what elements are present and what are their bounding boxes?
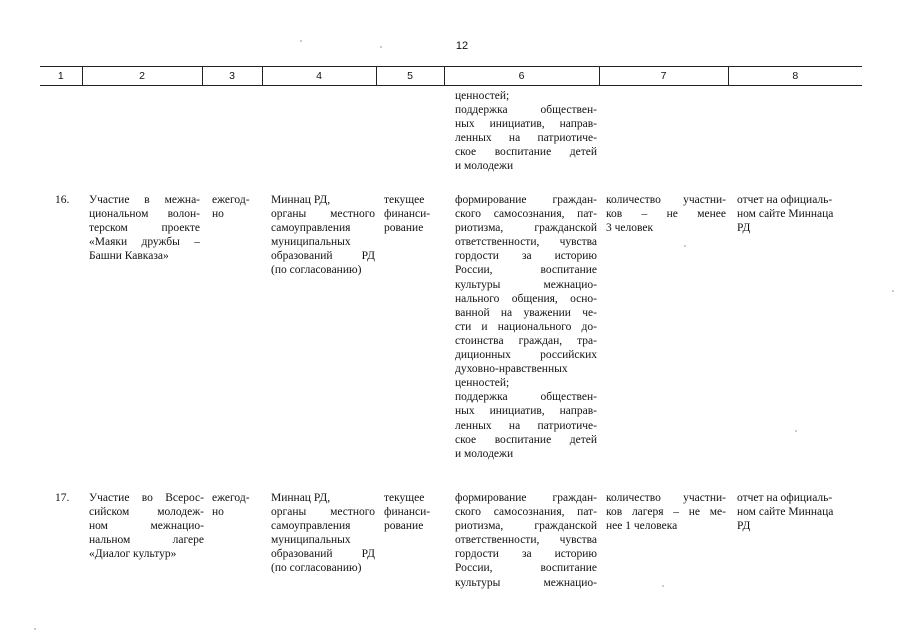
text-line: ского самосознания, пат-: [455, 506, 597, 519]
column-number-5: 5: [376, 67, 444, 86]
text-line: нального общения, осно-: [455, 292, 597, 305]
executors-cell: [271, 193, 375, 278]
text-line: отчет на официаль-: [737, 492, 833, 504]
text-line: поддержка обществен-: [455, 104, 597, 117]
row-number: 16.: [55, 194, 70, 206]
text-line: ков – не менее: [606, 208, 726, 221]
text-line: сийском молодеж-: [89, 506, 204, 519]
text-line: формирование граждан-: [455, 492, 597, 504]
scan-speck: [380, 46, 382, 48]
text-line: ном сайте Миннаца: [737, 506, 834, 519]
goals-cell: [455, 491, 597, 590]
text-line: формирование граждан-: [455, 194, 597, 206]
text-line: РД: [737, 520, 751, 533]
period-cell: [212, 193, 250, 221]
text-line: ном межнацио-: [89, 520, 204, 533]
text-line: РД: [737, 222, 751, 235]
text-line: финанси-: [384, 506, 431, 519]
scan-speck: [892, 290, 894, 292]
text-line: текущее: [384, 194, 425, 206]
text-line: ков лагеря – не ме-: [606, 506, 726, 519]
executors-cell: [271, 491, 375, 576]
column-number-1: 1: [40, 67, 82, 86]
text-line: ответственности, чувства: [455, 236, 597, 249]
text-line: ценностей;: [455, 377, 510, 390]
indicator-cell: [606, 193, 726, 235]
scan-speck: [300, 40, 302, 42]
goals-cell: [455, 193, 597, 461]
column-number-2: 2: [82, 67, 202, 86]
scan-speck: [34, 628, 36, 630]
text-line: самоуправления: [271, 520, 351, 533]
text-line: культуры межнацио-: [455, 576, 597, 589]
text-line: гордости за историю: [455, 548, 597, 561]
report-cell: [737, 193, 833, 235]
text-line: (по согласованию): [271, 562, 362, 575]
period-cell: [212, 491, 250, 519]
text-line: поддержка обществен-: [455, 391, 597, 404]
text-line: Участие в межна-: [89, 194, 200, 206]
text-line: рование: [384, 520, 424, 533]
column-number-4: 4: [262, 67, 376, 86]
text-line: ежегод-: [212, 194, 250, 206]
text-line: образований РД: [271, 250, 375, 263]
text-line: риотизма, гражданской: [455, 222, 597, 235]
text-line: нее 1 человека: [606, 520, 678, 533]
text-line: ных инициатив, направ-: [455, 118, 597, 131]
scan-speck: [684, 245, 686, 247]
text-line: России, воспитание: [455, 264, 597, 277]
text-line: органы местного: [271, 506, 375, 519]
funding-cell: [384, 491, 430, 533]
text-line: ленных на патриотиче-: [455, 419, 597, 432]
text-line: ское воспитание детей: [455, 146, 597, 159]
text-line: Участие во Всерос-: [89, 492, 204, 504]
text-line: но: [212, 208, 224, 221]
text-line: количество участни-: [606, 194, 726, 206]
text-line: Миннац РД,: [271, 492, 331, 504]
column-number-3: 3: [202, 67, 262, 86]
row-number: 17.: [55, 492, 70, 504]
text-line: но: [212, 506, 224, 519]
text-line: и молодежи: [455, 447, 514, 460]
text-line: ответственности, чувства: [455, 534, 597, 547]
column-number-8: 8: [728, 67, 862, 86]
report-cell: [737, 491, 833, 533]
text-line: духовно-нравственных: [455, 363, 568, 376]
page-number: 12: [455, 40, 469, 52]
text-line: культуры межнацио-: [455, 278, 597, 291]
funding-cell: [384, 193, 430, 235]
text-line: гордости за историю: [455, 250, 597, 263]
text-line: сти и национального до-: [455, 320, 597, 333]
text-line: муниципальных: [271, 534, 351, 547]
text-line: «Маяки дружбы –: [89, 236, 200, 249]
text-line: органы местного: [271, 208, 375, 221]
text-line: и молодежи: [455, 160, 514, 173]
indicator-cell: [606, 491, 726, 533]
text-line: России, воспитание: [455, 562, 597, 575]
text-line: ценностей;: [455, 90, 510, 102]
text-line: ленных на патриотиче-: [455, 132, 597, 145]
text-line: 3 человек: [606, 222, 654, 235]
text-line: циональном волон-: [89, 208, 200, 221]
text-line: ном сайте Миннаца: [737, 208, 834, 221]
text-line: муниципальных: [271, 236, 351, 249]
text-line: терском проекте: [89, 222, 200, 235]
column-number-6: 6: [444, 67, 599, 86]
text-line: диционных российских: [455, 349, 597, 362]
continuation-goals-cell: [455, 89, 597, 174]
text-line: Башни Кавказа»: [89, 250, 169, 263]
scan-speck: [795, 430, 797, 432]
text-line: самоуправления: [271, 222, 351, 235]
text-line: нальном лагере: [89, 534, 204, 547]
event-name-cell: [89, 193, 200, 263]
text-line: стоинства граждан, тра-: [455, 334, 597, 347]
text-line: ванной на уважении че-: [455, 306, 597, 319]
text-line: ского самосознания, пат-: [455, 208, 597, 221]
column-number-7: 7: [599, 67, 728, 86]
text-line: (по согласованию): [271, 264, 362, 277]
text-line: текущее: [384, 492, 425, 504]
event-name-cell: [89, 491, 204, 561]
text-line: образований РД: [271, 548, 375, 561]
text-line: риотизма, гражданской: [455, 520, 597, 533]
text-line: отчет на официаль-: [737, 194, 833, 206]
text-line: «Диалог культур»: [89, 548, 177, 561]
text-line: Миннац РД,: [271, 194, 331, 206]
text-line: финанси-: [384, 208, 431, 221]
text-line: ежегод-: [212, 492, 250, 504]
text-line: ных инициатив, направ-: [455, 405, 597, 418]
text-line: рование: [384, 222, 424, 235]
column-number-header: [40, 66, 862, 86]
text-line: ское воспитание детей: [455, 433, 597, 446]
text-line: количество участни-: [606, 492, 726, 504]
scan-speck: [662, 585, 664, 587]
